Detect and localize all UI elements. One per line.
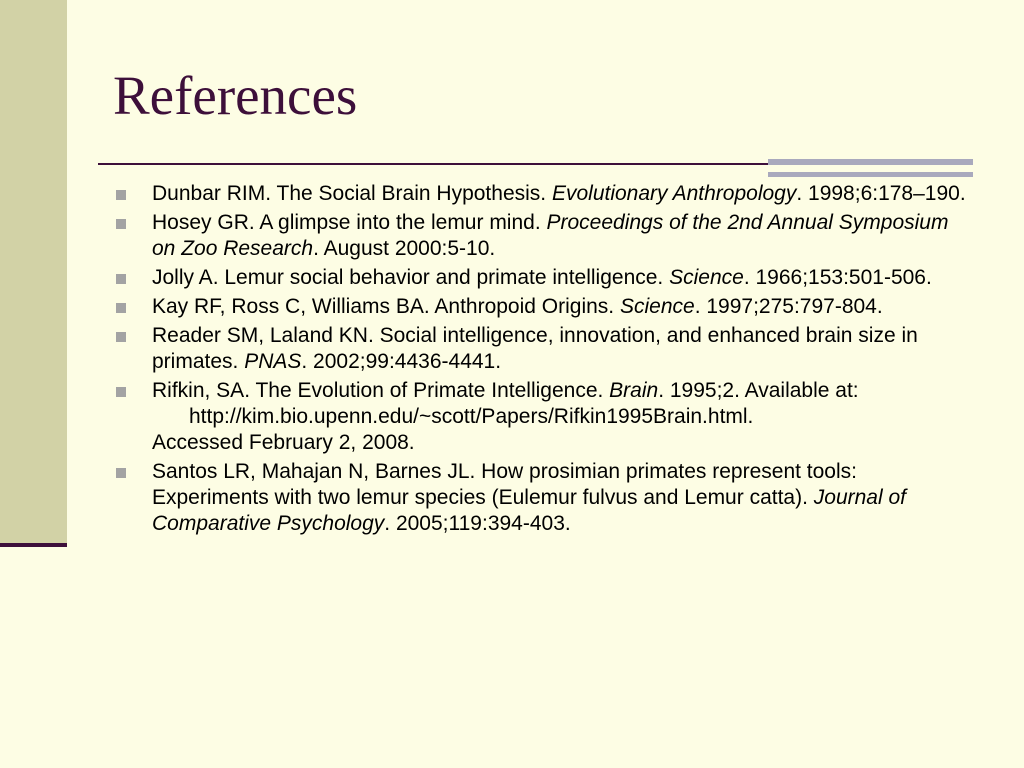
reference-text: Santos LR, Mahajan N, Barnes JL. How prosimian primates represent tools: Experiments with two lemur species (Eulemur fulvus and Lemur catta). — [152, 460, 857, 509]
reference-details: . August 2000:5-10. — [313, 237, 496, 260]
reference-item — [113, 294, 973, 320]
reference-text: Hosey GR. A glimpse into the lemur mind. — [152, 211, 547, 234]
reference-journal: Evolutionary Anthropology — [551, 182, 797, 205]
reference-journal: Journal of Comparative Psychology — [152, 486, 906, 535]
accent-bar-bottom — [768, 172, 973, 177]
slide-title: References — [113, 65, 358, 126]
reference-list — [113, 181, 973, 540]
square-bullet-icon — [116, 387, 126, 397]
reference-journal: Proceedings of the 2nd Annual Symposium on Zoo Research — [152, 211, 949, 260]
left-accent-rule — [0, 543, 67, 547]
reference-text: Dunbar RIM. The Social Brain Hypothesis. — [152, 182, 552, 205]
square-bullet-icon — [116, 303, 126, 313]
reference-accessed: Accessed February 2, 2008. — [152, 431, 415, 454]
reference-item — [113, 459, 973, 537]
reference-details: . 1997;275:797-804. — [694, 295, 883, 318]
reference-journal: PNAS — [244, 350, 302, 373]
reference-journal: Brain — [609, 379, 659, 402]
square-bullet-icon — [116, 274, 126, 284]
reference-text: Jolly A. Lemur social behavior and primate intelligence. — [152, 266, 670, 289]
square-bullet-icon — [116, 332, 126, 342]
reference-details: . 1966;153:501-506. — [743, 266, 932, 289]
accent-bar-top — [768, 159, 973, 165]
reference-item — [113, 181, 973, 207]
reference-item — [113, 265, 973, 291]
reference-journal: Science — [669, 266, 744, 289]
reference-details: . 2002;99:4436-4441. — [301, 350, 502, 373]
reference-details: . 1998;6:178–190. — [796, 182, 966, 205]
reference-item — [113, 323, 973, 375]
reference-url: http://kim.bio.upenn.edu/~scott/Papers/Rifkin1995Brain.html. — [189, 405, 754, 428]
square-bullet-icon — [116, 468, 126, 478]
reference-details: . 2005;119:394-403. — [384, 512, 571, 535]
reference-text: Reader SM, Laland KN. Social intelligence, innovation, and enhanced brain size in primates. — [152, 324, 918, 373]
reference-item — [113, 210, 973, 262]
reference-text: Kay RF, Ross C, Williams BA. Anthropoid Origins. — [152, 295, 620, 318]
reference-details: . 1995;2. Available at: — [658, 379, 859, 402]
square-bullet-icon — [116, 190, 126, 200]
left-accent-bar — [0, 0, 67, 545]
reference-item — [113, 378, 973, 456]
square-bullet-icon — [116, 219, 126, 229]
reference-text: Rifkin, SA. The Evolution of Primate Intelligence. — [152, 379, 610, 402]
reference-journal: Science — [619, 295, 695, 318]
